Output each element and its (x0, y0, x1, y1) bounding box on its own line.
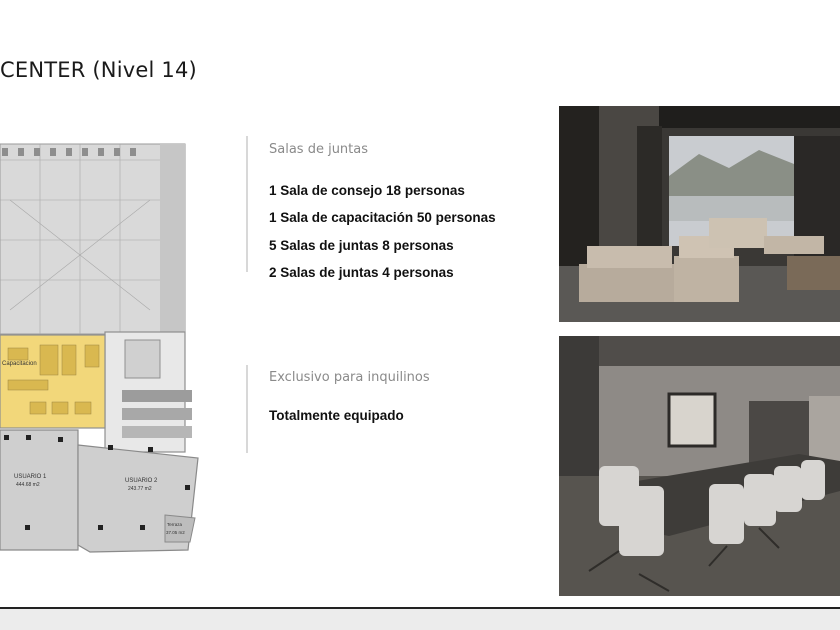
exclusive-heading: Exclusivo para inquilinos (269, 370, 430, 385)
unit-1-name: USUARIO 1 (14, 474, 47, 480)
unit-1-area: 444.68 m2 (16, 482, 40, 488)
list-item: 5 Salas de juntas 8 personas (269, 237, 454, 253)
unit-2-area: 243.77 m2 (128, 486, 152, 492)
boardroom-photo (559, 336, 840, 596)
divider-line (246, 136, 248, 272)
list-item: 1 Sala de consejo 18 personas (269, 183, 465, 198)
divider-line (246, 365, 248, 453)
lounge-photo (559, 106, 840, 322)
terrace-name: Terraza (167, 522, 183, 527)
floor-plan (0, 140, 205, 560)
meeting-rooms-heading: Salas de juntas (269, 142, 369, 157)
footer-band (0, 609, 840, 630)
training-area-label: Capacitacion (2, 361, 37, 367)
meeting-rooms-list (269, 182, 496, 291)
terrace-area: 37.05 m2 (166, 530, 185, 535)
unit-2-name: USUARIO 2 (125, 478, 158, 484)
equipped-text: Totalmente equipado (269, 408, 404, 423)
list-item: 1 Sala de capacitación 50 personas (269, 210, 496, 226)
list-item: 2 Salas de juntas 4 personas (269, 264, 454, 280)
page-title: CENTER (Nivel 14) (0, 58, 197, 82)
